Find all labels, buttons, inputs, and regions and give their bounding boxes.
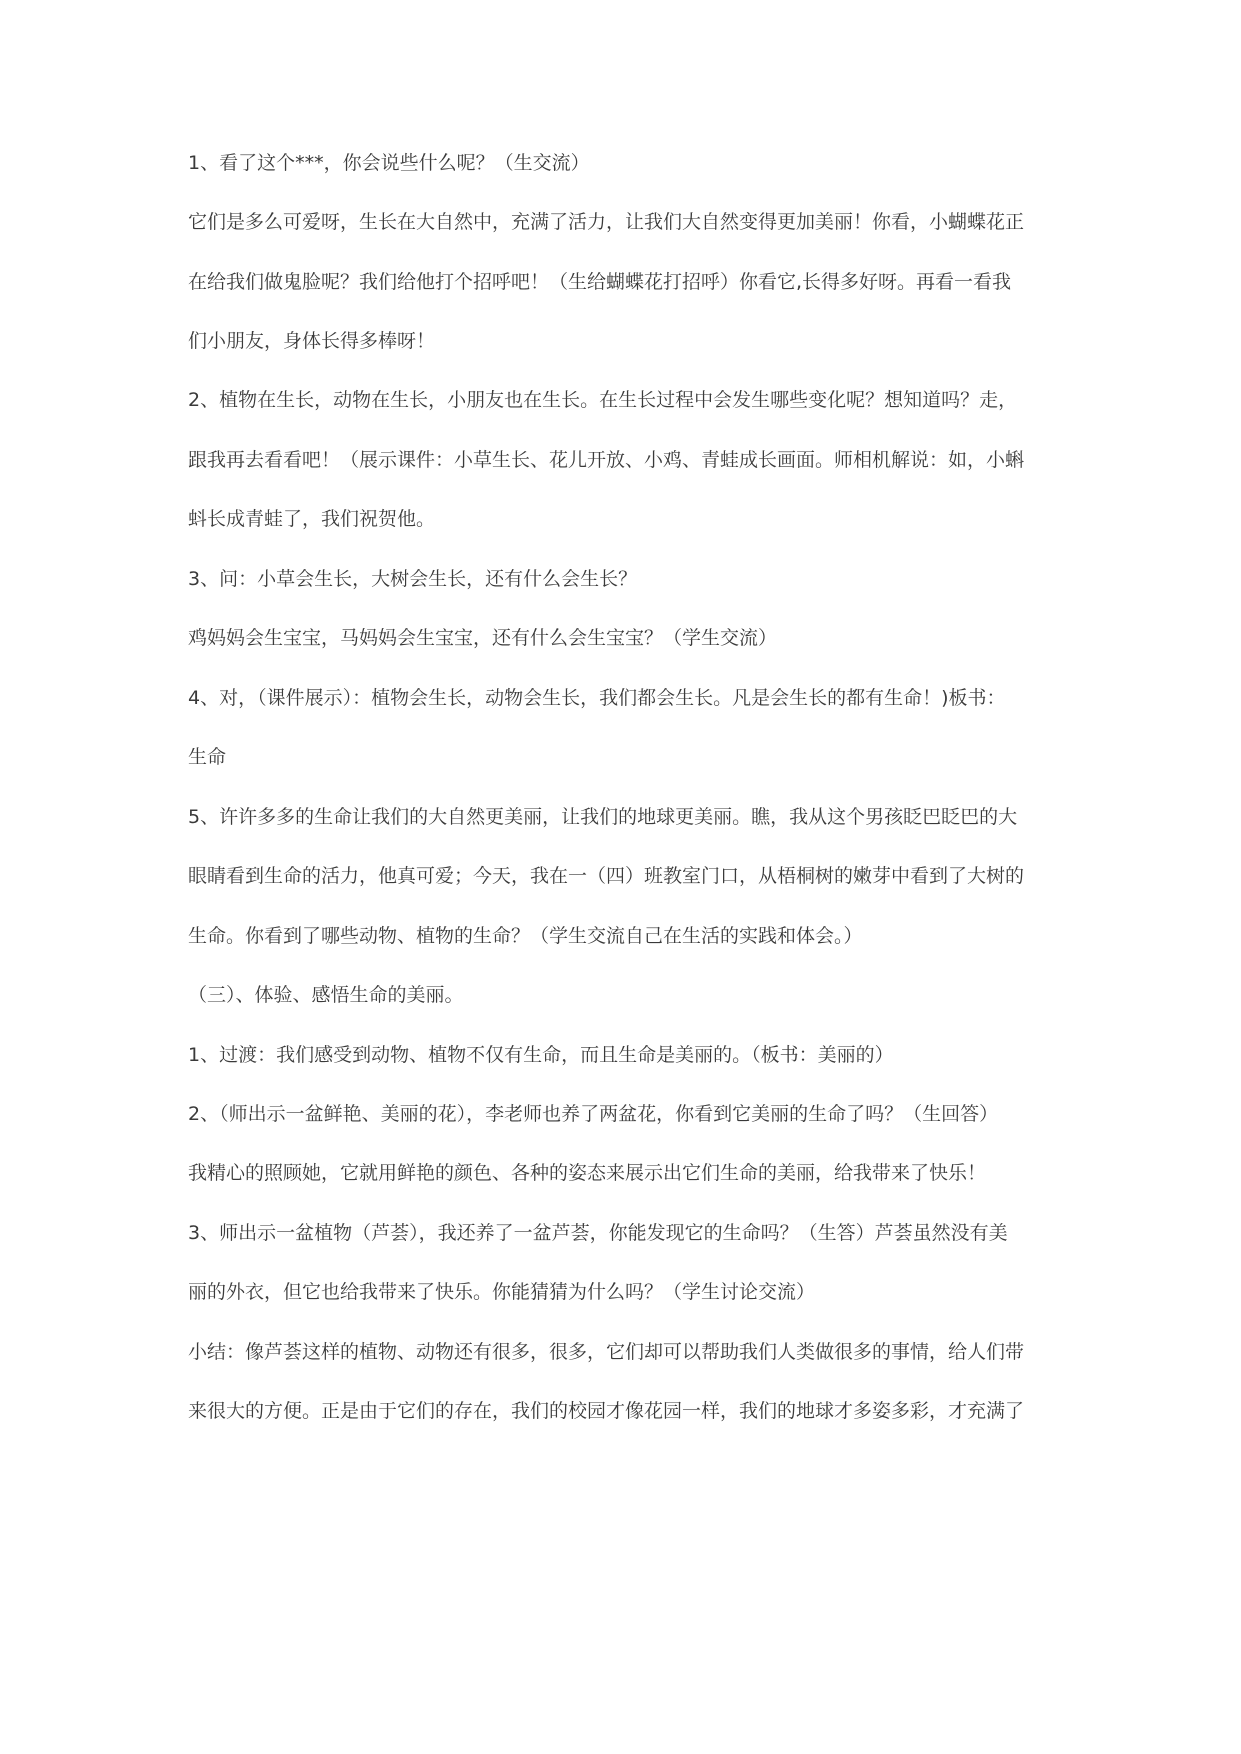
text-line: 来很大的方便。正是由于它们的存在，我们的校园才像花园一样，我们的地球才多姿多彩，才充满了: [188, 1400, 1025, 1422]
text-line: 它们是多么可爱呀，生长在大自然中，充满了活力，让我们大自然变得更加美丽！你看，小蝴蝶花正: [188, 211, 1025, 233]
text-line: 蚪长成青蛙了，我们祝贺他。: [188, 508, 436, 530]
text-line: 4、对，（课件展示）：植物会生长，动物会生长，我们都会生长。凡是会生长的都有生命！)板书：: [188, 687, 1006, 709]
text-line: 2、（师出示一盆鲜艳、美丽的花），李老师也养了两盆花，你看到它美丽的生命了吗？（生回答）: [188, 1103, 999, 1125]
text-line: 生命。你看到了哪些动物、植物的生命？（学生交流自己在生活的实践和体会。）: [188, 925, 863, 947]
text-line: 眼睛看到生命的活力，他真可爱；今天，我在一（四）班教室门口，从梧桐树的嫩芽中看到了大树的: [188, 865, 1025, 887]
text-line: 在给我们做鬼脸呢？我们给他打个招呼吧！（生给蝴蝶花打招呼）你看它,长得多好呀。再看一看我: [188, 271, 1012, 293]
text-line: 们小朋友，身体长得多棒呀！: [188, 330, 436, 352]
text-line: 2、植物在生长，动物在生长，小朋友也在生长。在生长过程中会发生哪些变化呢？想知道吗？走，: [188, 389, 1018, 411]
section-heading: （三）、体验、感悟生命的美丽。: [188, 984, 464, 1006]
text-line: 跟我再去看看吧！（展示课件：小草生长、花儿开放、小鸡、青蛙成长画面。师相机解说：如，小蝌: [188, 449, 1025, 471]
text-line: 5、许许多多的生命让我们的大自然更美丽，让我们的地球更美丽。瞧，我从这个男孩眨巴眨巴的大: [188, 806, 1018, 828]
text-line: 1、过渡：我们感受到动物、植物不仅有生命，而且生命是美丽的。（板书：美丽的）: [188, 1044, 894, 1066]
text-line: 生命: [188, 746, 227, 768]
text-line: 鸡妈妈会生宝宝，马妈妈会生宝宝，还有什么会生宝宝？（学生交流）: [188, 627, 778, 649]
text-line: 我精心的照顾她，它就用鲜艳的颜色、各种的姿态来展示出它们生命的美丽，给我带来了快乐！: [188, 1162, 987, 1184]
text-line: 丽的外衣，但它也给我带来了快乐。你能猜猜为什么吗？（学生讨论交流）: [188, 1281, 816, 1303]
text-line: 小结：像芦荟这样的植物、动物还有很多，很多，它们却可以帮助我们人类做很多的事情，给人们带: [188, 1341, 1025, 1363]
text-line: 3、问：小草会生长，大树会生长，还有什么会生长？: [188, 568, 638, 590]
text-line: 1、看了这个***，你会说些什么呢？（生交流）: [188, 152, 590, 174]
text-line: 3、师出示一盆植物（芦荟），我还养了一盆芦荟，你能发现它的生命吗？（生答）芦荟虽然没有美: [188, 1222, 1008, 1244]
